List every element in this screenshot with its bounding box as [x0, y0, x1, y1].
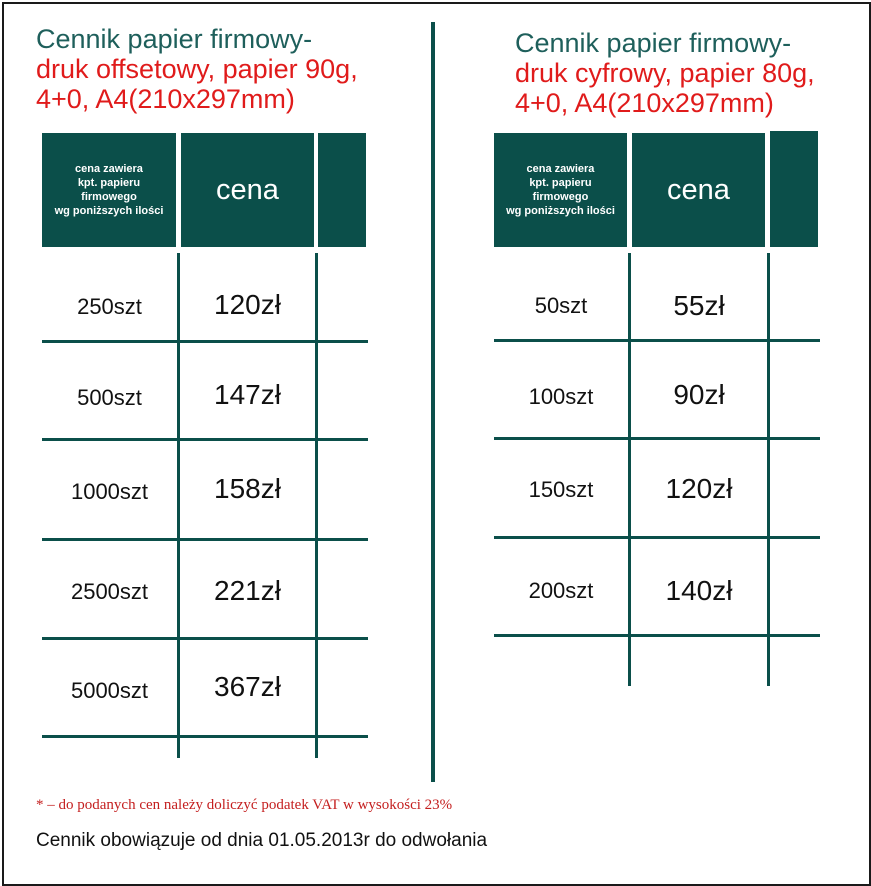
- left-header-note: cena zawiera kpt. papieru firmowego wg poniższych ilości: [42, 133, 176, 247]
- validity-note: Cennik obowiązuje od dnia 01.05.2013r do odwołania: [36, 830, 488, 851]
- right-price-cell: 140zł: [665, 575, 733, 606]
- right-row-line: [494, 339, 820, 342]
- right-price-cell: 90zł: [673, 379, 725, 410]
- left-price-cell: 367zł: [214, 671, 281, 702]
- left-qty-cell: 500szt: [77, 385, 142, 410]
- left-row-line: [42, 538, 368, 541]
- right-header-price: cena: [632, 133, 765, 247]
- left-qty-cell: 250szt: [77, 294, 142, 319]
- right-title: [515, 28, 815, 118]
- left-title: [36, 24, 358, 114]
- left-header-price: cena: [181, 133, 314, 247]
- left-vline-2: [315, 253, 318, 758]
- left-row-line: [42, 735, 368, 738]
- right-qty-cell: 50szt: [534, 293, 588, 318]
- column-divider: [431, 22, 435, 782]
- left-row-line: [42, 637, 368, 640]
- left-price-cell: 147zł: [214, 379, 281, 410]
- left-qty-cell: 2500szt: [70, 579, 149, 604]
- right-header-blank: [770, 131, 818, 247]
- right-row-line: [494, 634, 820, 637]
- right-qty-cell: 200szt: [528, 578, 594, 603]
- right-row-line: [494, 536, 820, 539]
- right-price-cell: 120zł: [665, 473, 733, 504]
- right-qty-cell: 150szt: [528, 477, 594, 502]
- left-row-line: [42, 438, 368, 441]
- left-row-line: [42, 340, 368, 343]
- right-title-line1: Cennik papier firmowy-: [515, 28, 792, 58]
- left-header-blank: [318, 133, 366, 247]
- right-title-line3: 4+0, A4(210x297mm): [515, 88, 774, 118]
- right-title-line2: druk cyfrowy, papier 80g,: [515, 58, 815, 88]
- left-title-line2: druk offsetowy, papier 90g,: [36, 54, 358, 84]
- left-title-line1: Cennik papier firmowy-: [36, 24, 313, 54]
- right-price-cell: 55zł: [673, 290, 725, 321]
- left-title-line3: 4+0, A4(210x297mm): [36, 84, 295, 114]
- vat-footnote: * – do podanych cen należy doliczyć podatek VAT w wysokości 23%: [36, 797, 453, 813]
- left-price-cell: 221zł: [214, 575, 281, 606]
- left-qty-cell: 1000szt: [70, 479, 149, 504]
- right-vline-2: [767, 253, 770, 686]
- left-qty-cell: 5000szt: [70, 678, 149, 703]
- left-price-cell: 158zł: [214, 473, 281, 504]
- left-price-cell: 120zł: [214, 289, 281, 320]
- right-qty-cell: 100szt: [528, 384, 594, 409]
- right-header-note: cena zawiera kpt. papieru firmowego wg poniższych ilości: [494, 133, 627, 247]
- right-row-line: [494, 437, 820, 440]
